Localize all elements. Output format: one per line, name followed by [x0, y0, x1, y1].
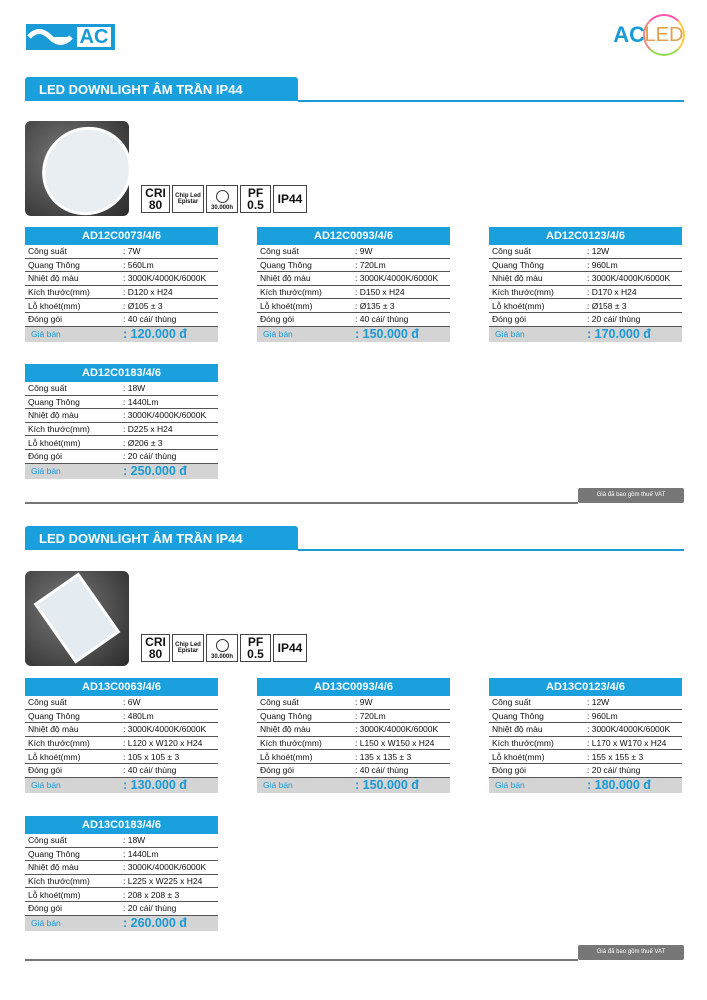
product-code: AD13C0093/4/6	[257, 678, 450, 696]
spec-label: Nhiệt độ màu	[28, 724, 79, 735]
spec-value: : 105 x 105 ± 3	[123, 751, 180, 762]
ac-logo: AC	[26, 24, 115, 50]
spec-label: Lỗ khoét(mm)	[28, 751, 81, 762]
spec-row-cct	[25, 272, 218, 286]
spec-row-lumen	[489, 710, 682, 724]
spec-label: Nhiệt độ màu	[28, 862, 79, 873]
price-row	[257, 327, 450, 342]
spec-value: : 208 x 208 ± 3	[123, 889, 180, 900]
spec-label: Quang Thông	[492, 259, 544, 270]
spec-value: : 9W	[355, 246, 373, 257]
spec-value: : 155 x 155 ± 3	[587, 751, 644, 762]
price-row	[25, 464, 218, 479]
product-code: AD13C0183/4/6	[25, 816, 218, 834]
spec-value: : L120 x W120 x H24	[123, 738, 203, 749]
spec-label: Kích thước(mm)	[28, 876, 90, 887]
spec-value: : 9W	[355, 697, 373, 708]
product-photo	[25, 571, 129, 666]
lifetime-badge: 30.000h	[206, 634, 238, 662]
spec-label: Lỗ khoét(mm)	[260, 300, 313, 311]
product-card	[257, 678, 450, 793]
spec-value: : D120 x H24	[123, 287, 173, 298]
spec-row-cct	[25, 723, 218, 737]
spec-row-pack	[257, 313, 450, 327]
spec-label: Kích thước(mm)	[492, 738, 554, 749]
spec-row-power	[257, 696, 450, 710]
spec-row-size	[25, 423, 218, 437]
section-divider	[298, 100, 684, 102]
spec-value: : 7W	[123, 246, 141, 257]
spec-label: Công suất	[492, 246, 531, 257]
spec-row-lumen	[257, 259, 450, 273]
spec-row-pack	[25, 450, 218, 464]
spec-label: Quang Thông	[28, 396, 80, 407]
price-value: : 150.000 đ	[355, 327, 419, 342]
spec-label: Quang Thông	[260, 259, 312, 270]
spec-value: : 1440Lm	[123, 848, 159, 859]
spec-row-power	[25, 696, 218, 710]
product-card	[25, 678, 218, 793]
spec-value: : 6W	[123, 697, 141, 708]
spec-row-lumen	[25, 710, 218, 724]
price-label: Giá bán	[31, 918, 61, 929]
spec-label: Kích thước(mm)	[260, 738, 322, 749]
spec-label: Lỗ khoét(mm)	[28, 300, 81, 311]
spec-row-size	[25, 286, 218, 300]
price-value: : 170.000 đ	[587, 327, 651, 342]
spec-row-cutout	[25, 299, 218, 313]
spec-row-cutout	[25, 436, 218, 450]
spec-row-power	[257, 245, 450, 259]
spec-value: : Ø158 ± 3	[587, 300, 627, 311]
product-card	[257, 227, 450, 342]
spec-label: Đóng gói	[260, 765, 295, 776]
spec-label: Nhiệt độ màu	[260, 273, 311, 284]
section-title: LED DOWNLIGHT ÂM TRẦN IP44	[25, 526, 298, 550]
spec-label: Kích thước(mm)	[492, 287, 554, 298]
spec-value: : 12W	[587, 246, 610, 257]
spec-value: : 3000K/4000K/6000K	[123, 724, 207, 735]
price-value: : 260.000 đ	[123, 916, 187, 931]
spec-label: Nhiệt độ màu	[492, 724, 543, 735]
spec-value: : 18W	[123, 383, 146, 394]
product-code: AD12C0123/4/6	[489, 227, 682, 245]
cri-badge: CRI 80	[141, 185, 170, 213]
spec-label: Kích thước(mm)	[28, 287, 90, 298]
spec-row-pack	[489, 764, 682, 778]
product-code: AD13C0123/4/6	[489, 678, 682, 696]
spec-row-cct	[489, 272, 682, 286]
spec-value: : 20 cái/ thùng	[587, 765, 641, 776]
spec-value: : L150 x W150 x H24	[355, 738, 435, 749]
spec-label: Đóng gói	[28, 765, 63, 776]
cri-badge: CRI 80	[141, 634, 170, 662]
price-row	[25, 327, 218, 342]
price-row	[25, 916, 218, 931]
price-value: : 130.000 đ	[123, 778, 187, 793]
spec-label: Công suất	[260, 246, 299, 257]
price-label: Giá bán	[31, 466, 61, 477]
spec-value: : 18W	[123, 835, 146, 846]
spec-value: : 3000K/4000K/6000K	[123, 273, 207, 284]
spec-label: Quang Thông	[28, 848, 80, 859]
vat-note: Giá đã bao gồm thuế VAT	[578, 488, 684, 503]
spec-row-cutout	[489, 299, 682, 313]
spec-value: : 960Lm	[587, 710, 618, 721]
spec-label: Kích thước(mm)	[28, 424, 90, 435]
spec-row-power	[489, 696, 682, 710]
spec-label: Lỗ khoét(mm)	[260, 751, 313, 762]
spec-row-cutout	[489, 750, 682, 764]
section-divider	[298, 549, 684, 551]
spec-row-size	[257, 286, 450, 300]
spec-value: : 480Lm	[123, 710, 154, 721]
product-card	[489, 227, 682, 342]
product-photo	[25, 121, 129, 216]
spec-label: Quang Thông	[28, 710, 80, 721]
spec-label: Lỗ khoét(mm)	[28, 889, 81, 900]
spec-row-pack	[257, 764, 450, 778]
spec-row-lumen	[257, 710, 450, 724]
spec-value: : Ø206 ± 3	[123, 437, 163, 448]
spec-value: : 40 cái/ thùng	[355, 314, 409, 325]
price-row	[25, 778, 218, 793]
price-value: : 250.000 đ	[123, 464, 187, 479]
acled-logo: AC LED	[613, 14, 685, 56]
spec-row-cct	[25, 409, 218, 423]
spec-value: : 40 cái/ thùng	[355, 765, 409, 776]
ip-badge: IP44	[273, 634, 307, 662]
spec-row-cct	[257, 723, 450, 737]
spec-label: Kích thước(mm)	[28, 738, 90, 749]
section-title: LED DOWNLIGHT ÂM TRẦN IP44	[25, 77, 298, 101]
product-code: AD13C0063/4/6	[25, 678, 218, 696]
spec-row-cutout	[257, 750, 450, 764]
price-label: Giá bán	[495, 329, 525, 340]
spec-label: Lỗ khoét(mm)	[492, 300, 545, 311]
spec-row-lumen	[489, 259, 682, 273]
ip-badge: IP44	[273, 185, 307, 213]
price-row	[257, 778, 450, 793]
spec-row-cct	[25, 861, 218, 875]
spec-row-pack	[25, 764, 218, 778]
spec-label: Quang Thông	[260, 710, 312, 721]
spec-row-pack	[489, 313, 682, 327]
spec-label: Nhiệt độ màu	[260, 724, 311, 735]
spec-label: Đóng gói	[492, 765, 527, 776]
spec-row-lumen	[25, 259, 218, 273]
spec-value: : 20 cái/ thùng	[123, 451, 177, 462]
spec-label: Nhiệt độ màu	[28, 410, 79, 421]
wave-icon	[26, 24, 74, 50]
spec-label: Nhiệt độ màu	[28, 273, 79, 284]
spec-row-size	[257, 737, 450, 751]
spec-label: Lỗ khoét(mm)	[28, 437, 81, 448]
spec-row-pack	[25, 313, 218, 327]
product-card	[25, 364, 218, 479]
spec-value: : 560Lm	[123, 259, 154, 270]
product-card	[25, 816, 218, 931]
spec-value: : 3000K/4000K/6000K	[355, 273, 439, 284]
spec-row-cct	[489, 723, 682, 737]
pf-badge: PF 0.5	[240, 634, 271, 662]
price-value: : 150.000 đ	[355, 778, 419, 793]
price-value: : 180.000 đ	[587, 778, 651, 793]
spec-label: Đóng gói	[492, 314, 527, 325]
pf-badge: PF 0.5	[240, 185, 271, 213]
spec-value: : 3000K/4000K/6000K	[123, 410, 207, 421]
price-row	[489, 327, 682, 342]
spec-badges	[141, 634, 307, 662]
product-code: AD12C0093/4/6	[257, 227, 450, 245]
spec-label: Nhiệt độ màu	[492, 273, 543, 284]
spec-row-size	[489, 737, 682, 751]
note-divider	[25, 959, 578, 961]
spec-row-size	[25, 875, 218, 889]
spec-value: : L170 x W170 x H24	[587, 738, 667, 749]
price-label: Giá bán	[31, 329, 61, 340]
spec-label: Đóng gói	[260, 314, 295, 325]
spec-value: : Ø105 ± 3	[123, 300, 163, 311]
lifetime-badge: 30.000h	[206, 185, 238, 213]
spec-value: : 960Lm	[587, 259, 618, 270]
vat-note: Giá đã bao gồm thuế VAT	[578, 945, 684, 960]
spec-row-lumen	[25, 396, 218, 410]
spec-value: : 3000K/4000K/6000K	[355, 724, 439, 735]
clock-icon	[216, 190, 229, 203]
spec-badges	[141, 185, 307, 213]
spec-value: : D225 x H24	[123, 424, 173, 435]
price-value: : 120.000 đ	[123, 327, 187, 342]
spec-value: : 135 x 135 ± 3	[355, 751, 412, 762]
spec-label: Công suất	[28, 383, 67, 394]
spec-label: Kích thước(mm)	[260, 287, 322, 298]
spec-row-power	[489, 245, 682, 259]
spec-row-size	[25, 737, 218, 751]
spec-label: Công suất	[28, 697, 67, 708]
spec-value: : 720Lm	[355, 710, 386, 721]
price-row	[489, 778, 682, 793]
product-card	[489, 678, 682, 793]
spec-row-power	[25, 382, 218, 396]
spec-value: : L225 x W225 x H24	[123, 876, 203, 887]
product-code: AD12C0183/4/6	[25, 364, 218, 382]
spec-row-cutout	[25, 888, 218, 902]
price-label: Giá bán	[263, 780, 293, 791]
spec-value: : 40 cái/ thùng	[123, 314, 177, 325]
spec-row-cutout	[257, 299, 450, 313]
spec-row-cct	[257, 272, 450, 286]
spec-value: : 720Lm	[355, 259, 386, 270]
spec-row-pack	[25, 902, 218, 916]
price-label: Giá bán	[31, 780, 61, 791]
spec-label: Đóng gói	[28, 451, 63, 462]
spec-value: : 3000K/4000K/6000K	[587, 273, 671, 284]
product-code: AD12C0073/4/6	[25, 227, 218, 245]
spec-label: Quang Thông	[28, 259, 80, 270]
spec-label: Công suất	[28, 835, 67, 846]
note-divider	[25, 502, 578, 504]
spec-row-power	[25, 245, 218, 259]
spec-label: Quang Thông	[492, 710, 544, 721]
chip-badge: Chip Led Epistar	[172, 185, 204, 213]
spec-label: Công suất	[260, 697, 299, 708]
spec-label: Đóng gói	[28, 903, 63, 914]
spec-row-size	[489, 286, 682, 300]
clock-icon	[216, 639, 229, 652]
product-card	[25, 227, 218, 342]
spec-value: : 3000K/4000K/6000K	[587, 724, 671, 735]
chip-badge: Chip Led Epistar	[172, 634, 204, 662]
spec-row-power	[25, 834, 218, 848]
spec-row-lumen	[25, 848, 218, 862]
spec-value: : 20 cái/ thùng	[123, 903, 177, 914]
price-label: Giá bán	[263, 329, 293, 340]
spec-label: Đóng gói	[28, 314, 63, 325]
spec-label: Công suất	[28, 246, 67, 257]
spec-value: : 1440Lm	[123, 396, 159, 407]
spec-value: : D170 x H24	[587, 287, 637, 298]
spec-value: : 20 cái/ thùng	[587, 314, 641, 325]
spec-row-cutout	[25, 750, 218, 764]
price-label: Giá bán	[495, 780, 525, 791]
spec-value: : 12W	[587, 697, 610, 708]
spec-label: Công suất	[492, 697, 531, 708]
spec-value: : D150 x H24	[355, 287, 405, 298]
spec-label: Lỗ khoét(mm)	[492, 751, 545, 762]
spec-value: : Ø135 ± 3	[355, 300, 395, 311]
spec-value: : 40 cái/ thùng	[123, 765, 177, 776]
spec-value: : 3000K/4000K/6000K	[123, 862, 207, 873]
